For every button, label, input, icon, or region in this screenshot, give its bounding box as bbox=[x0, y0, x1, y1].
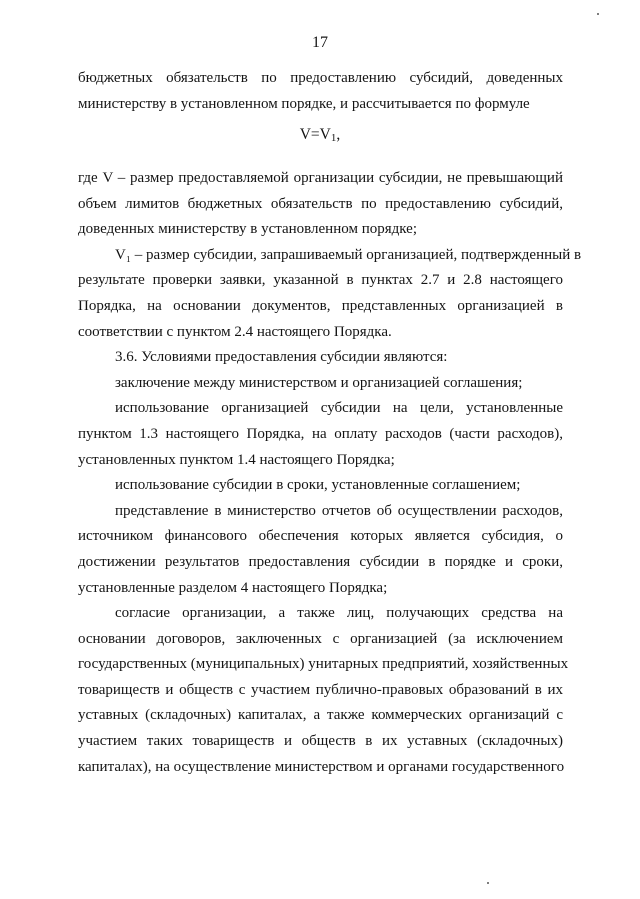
text-line: пунктом 1.3 настоящего Порядка, на оплату расходов (части расходов), bbox=[78, 425, 563, 442]
page-number: 17 bbox=[312, 34, 328, 51]
text-line: доведенных министерству в установленном порядке; bbox=[78, 221, 417, 238]
paragraph-condition-reports bbox=[78, 499, 563, 601]
scan-speck bbox=[597, 13, 599, 15]
paragraph-where-v1 bbox=[78, 243, 582, 345]
text-line: объем лимитов бюджетных обязательств по предоставлению субсидий, bbox=[78, 195, 563, 212]
text-line: использование субсидии в сроки, установленные соглашением; bbox=[115, 477, 521, 494]
text-line: достижении результатов предоставления субсидии в порядке и сроки, bbox=[78, 553, 563, 570]
paragraph-condition-consent bbox=[78, 601, 569, 780]
text-line: бюджетных обязательств по предоставлению субсидий, доведенных bbox=[78, 70, 563, 86]
text-line: установленные разделом 4 настоящего Порядка; bbox=[78, 579, 388, 596]
formula-left: V=V bbox=[299, 126, 331, 143]
formula-tail: , bbox=[336, 126, 341, 143]
text-line: представление в министерство отчетов об осуществлении расходов, bbox=[115, 502, 563, 519]
text-line: министерству в установленном порядке, и рассчитывается по формуле bbox=[78, 95, 530, 112]
text-line: 3.6. Условиями предоставления субсидии являются: bbox=[115, 349, 448, 366]
text-line: V₁ – размер субсидии, запрашиваемый организацией, подтвержденный в bbox=[115, 246, 582, 263]
text-line: основании договоров, заключенных с организацией (за исключением bbox=[78, 630, 563, 647]
formula-subscript: 1 bbox=[330, 132, 337, 144]
text-line: соответствии с пунктом 2.4 настоящего Порядка. bbox=[78, 323, 392, 340]
scan-speck bbox=[487, 882, 489, 884]
formula bbox=[0, 126, 640, 144]
paragraph-3-6 bbox=[78, 345, 563, 371]
text-line: уставных (складочных) капиталах, а также коммерческих организаций с bbox=[78, 707, 563, 724]
text-line: товариществ и обществ с участием публично-правовых образований в их bbox=[78, 681, 563, 698]
paragraph-where-v bbox=[78, 166, 563, 243]
paragraph-condition-terms bbox=[78, 473, 563, 499]
text-line: заключение между министерством и организацией соглашения; bbox=[115, 374, 523, 391]
text-line: капиталах), на осуществление министерством и органами государственного bbox=[78, 758, 565, 775]
paragraph-condition-agreement bbox=[78, 371, 563, 397]
text-line: результате проверки заявки, указанной в пунктах 2.7 и 2.8 настоящего bbox=[78, 272, 563, 289]
body-text bbox=[78, 166, 582, 780]
text-line: Порядка, на основании документов, представленных организацией в bbox=[78, 297, 563, 314]
intro-paragraph bbox=[78, 66, 563, 117]
text-line: использование организацией субсидии на цели, установленные bbox=[115, 400, 563, 417]
paragraph-condition-purpose bbox=[78, 396, 563, 473]
text-line: где V – размер предоставляемой организации субсидии, не превышающий bbox=[78, 170, 563, 186]
text-line: источником финансового обеспечения которых является субсидия, о bbox=[78, 528, 563, 545]
text-line: установленных пунктом 1.4 настоящего Порядка; bbox=[78, 451, 395, 468]
text-line: участием таких товариществ и обществ в их уставных (складочных) bbox=[78, 733, 563, 750]
text-line: согласие организации, а также лиц, получающих средства на bbox=[115, 605, 563, 622]
text-line: государственных (муниципальных) унитарных предприятий, хозяйственных bbox=[78, 656, 569, 673]
